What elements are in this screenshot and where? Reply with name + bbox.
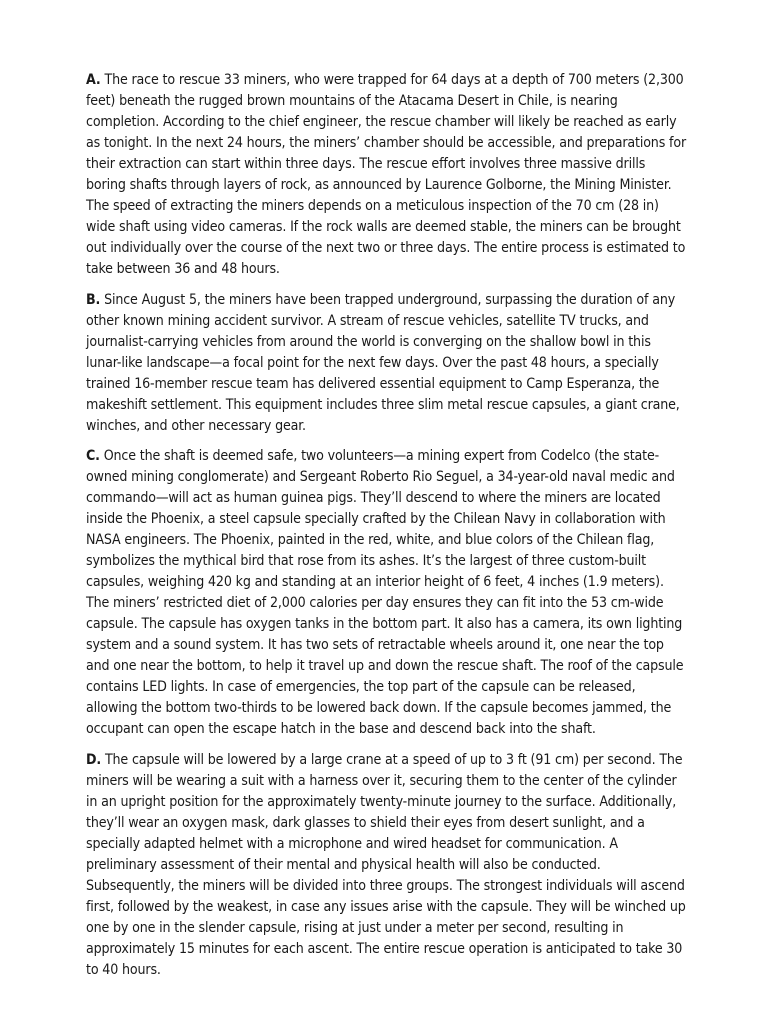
paragraph-label: B.: [86, 291, 101, 308]
paragraph-text: Once the shaft is deemed safe, two volunteers—a mining expert from Codelco (the state-owned mining conglomerate) and Sergeant Roberto Rio Seguel, a 34-year-old naval medic and commando—will act as human guinea pigs. They’ll descend to where the miners are located inside the Phoenix, a steel capsule specially crafted by the Chilean Navy in collaboration with NASA engineers. The Phoenix, painted in the red, white, and blue colors of the Chilean flag, symbolizes the mythical bird that rose from its ashes. It’s the largest of three custom-built capsules, weighing 420 kg and standing at an interior height of 6 feet, 4 inches (1.9 meters). The miners’ restricted diet of 2,000 calories per day ensures they can fit into the 53 cm-wide capsule. The capsule has oxygen tanks in the bottom part. It also has a camera, its own lighting system and a sound system. It has two sets of retractable wheels around it, one near the top and one near the bottom, to help it travel up and down the rescue shaft. The roof of the capsule contains LED lights. In case of emergencies, the top part of the capsule can be released, allowing the bottom two-thirds to be lowered back down. If the capsule becomes jammed, the occupant can open the escape hatch in the base and descend back into the shaft.: [86, 448, 684, 737]
paragraph-label: D.: [86, 751, 102, 768]
paragraph-text: The capsule will be lowered by a large crane at a speed of up to 3 ft (91 cm) per second. The miners will be wearing a suit with a harness over it, securing them to the center of the cylinder in an upright position for the approximately twenty-minute journey to the surface. Additionally, they’ll wear an oxygen mask, dark glasses to shield their eyes from desert sunlight, and a specially adapted helmet with a microphone and wired headset for communication. A preliminary assessment of their mental and physical health will also be conducted. Subsequently, the miners will be divided into three groups. The strongest individuals will ascend first, followed by the weakest, in case any issues arise with the capsule. They will be winched up one by one in the slender capsule, rising at just under a meter per second, resulting in approximately 15 minutes for each ascent. The entire rescue operation is anticipated to take 30 to 40 hours.: [86, 751, 686, 978]
paragraph-label: A.: [86, 72, 101, 88]
paragraph-label: C.: [86, 448, 100, 464]
paragraph-text: The race to rescue 33 miners, who were trapped for 64 days at a depth of 700 meters (2,300 feet) beneath the rugged brown mountains of the Atacama Desert in Chile, is nearing completion. According to the chief engineer, the rescue chamber will likely be reached as early as tonight. In the next 24 hours, the miners’ chamber should be accessible, and preparations for their extraction can start within three days. The rescue effort involves three massive drills boring shafts through layers of rock, as announced by Laurence Golborne, the Mining Minister. The speed of extracting the miners depends on a meticulous inspection of the 70 cm (28 in) wide shaft using video cameras. If the rock walls are deemed stable, the miners can be brought out individually over the course of the next two or three days. The entire process is estimated to take between 36 and 48 hours.: [86, 72, 687, 277]
paragraph-d: [86, 750, 686, 981]
paragraph-c: [86, 446, 686, 740]
document-page: [86, 70, 686, 990]
paragraph-a: [86, 70, 686, 280]
paragraph-text: Since August 5, the miners have been trapped underground, surpassing the duration of any other known mining accident survivor. A stream of rescue vehicles, satellite TV trucks, and journalist-carrying vehicles from around the world is converging on the shallow bowl in this lunar-like landscape—a focal point for the next few days. Over the past 48 hours, a specially trained 16-member rescue team has delivered essential equipment to Camp Esperanza, the makeshift settlement. This equipment includes three slim metal rescue capsules, a giant crane, winches, and other necessary gear.: [86, 291, 680, 434]
paragraph-b: [86, 290, 686, 437]
